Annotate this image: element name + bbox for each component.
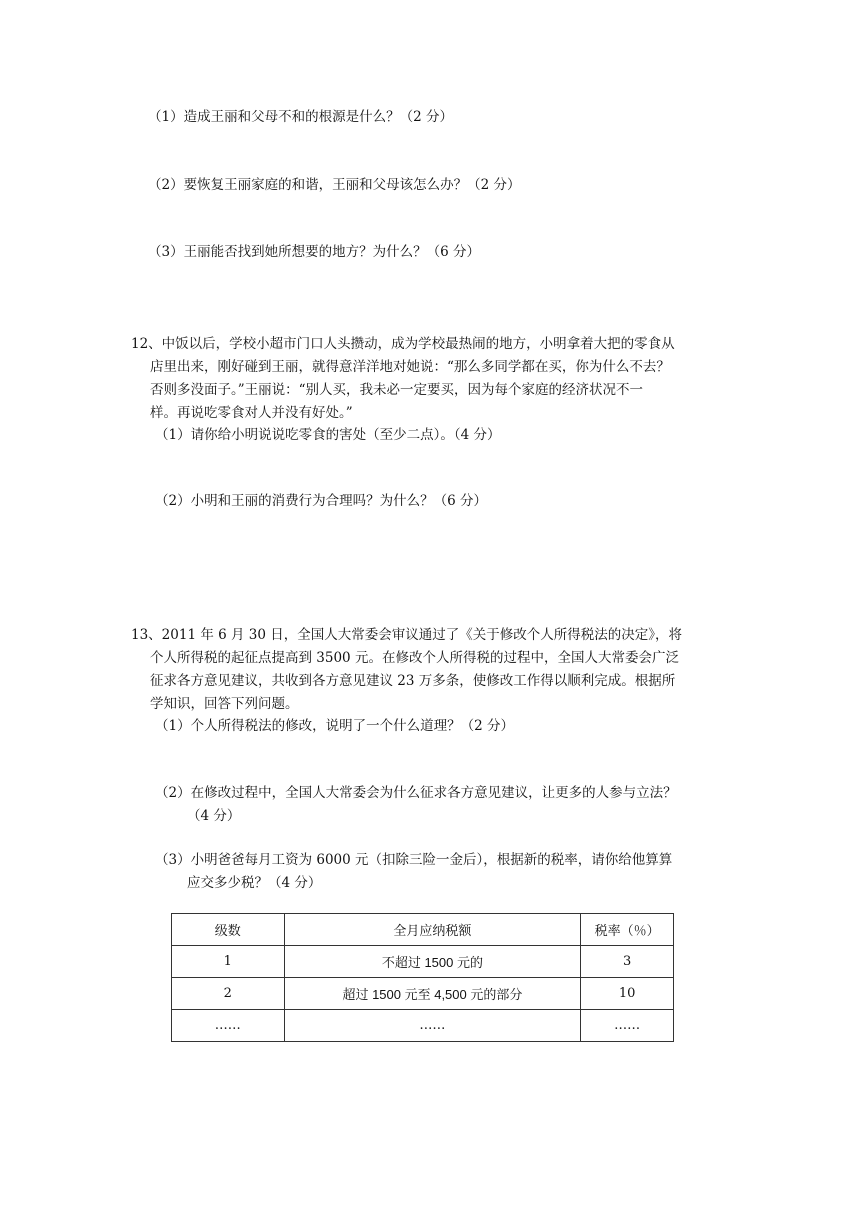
row-1-grade: 1 [172, 946, 285, 978]
q11-part-2: （2）要恢复王丽家庭的和谐，王丽和父母该怎么办？（2 分） [148, 177, 521, 193]
row-2-amount: 超过 1500 元至 4,500 元的部分 [284, 978, 581, 1010]
row-1-rate: 3 [581, 946, 674, 978]
header-tax-rate: 税率（％） [581, 914, 674, 946]
header-grade: 级数 [172, 914, 285, 946]
q12-part-1: （1）请你给小明说说吃零食的害处（至少二点）。（4 分） [155, 427, 501, 443]
row-2-rate: 10 [581, 978, 674, 1010]
row-1-amount: 不超过 1500 元的 [284, 946, 581, 978]
table-header-row [172, 914, 674, 946]
row-3-rate: …… [581, 1010, 674, 1042]
row-2-grade: 2 [172, 978, 285, 1010]
q13-text-line-4: 学知识，回答下列问题。 [150, 696, 299, 712]
row-3-grade: …… [172, 1010, 285, 1042]
q13-text-line-2: 个人所得税的起征点提高到 3500 元。在修改个人所得税的过程中，全国人大常委会广泛 [150, 650, 679, 666]
table-row [172, 946, 674, 978]
q11-part-3: （3）王丽能否找到她所想要的地方？为什么？（6 分） [148, 244, 480, 260]
table-row [172, 1010, 674, 1042]
q13-part-3-line-1: （3）小明爸爸每月工资为 6000 元（扣除三险一金后），根据新的税率，请你给他算算 [155, 852, 673, 868]
q13-text-line-1: 13、2011 年 6 月 30 日，全国人大常委会审议通过了《关于修改个人所得税法的决定》，将 [131, 627, 683, 643]
q13-part-3-line-2: 应交多少税？（4 分） [187, 875, 322, 891]
q13-text-line-3: 征求各方意见建议，共收到各方意见建议 23 万多条，使修改工作得以顺利完成。根据所 [150, 673, 676, 689]
table-row [172, 978, 674, 1010]
q13-part-2-line-2: （4 分） [187, 808, 241, 824]
q13-part-2-line-1: （2）在修改过程中，全国人大常委会为什么征求各方意见建议，让更多的人参与立法？ [155, 785, 677, 801]
q12-text-line-3: 否则多没面子。”王丽说：“别人买，我未必一定要买，因为每个家庭的经济状况不一 [150, 382, 644, 398]
q12-part-2: （2）小明和王丽的消费行为合理吗？为什么？（6 分） [155, 493, 487, 509]
q12-text-line-2: 店里出来，刚好碰到王丽，就得意洋洋地对她说：“那么多同学都在买，你为什么不去？ [150, 359, 670, 375]
tax-rate-table [171, 913, 674, 1042]
q13-part-1: （1）个人所得税法的修改，说明了一个什么道理？（2 分） [155, 718, 514, 734]
header-taxable-amount: 全月应纳税额 [284, 914, 581, 946]
row-3-amount: …… [284, 1010, 581, 1042]
q12-text-line-4: 样。再说吃零食对人并没有好处。” [150, 405, 353, 421]
q12-text-line-1: 12、中饭以后，学校小超市门口人头攒动，成为学校最热闹的地方，小明拿着大把的零食从 [131, 336, 675, 352]
q11-part-1: （1）造成王丽和父母不和的根源是什么？（2 分） [148, 109, 453, 125]
